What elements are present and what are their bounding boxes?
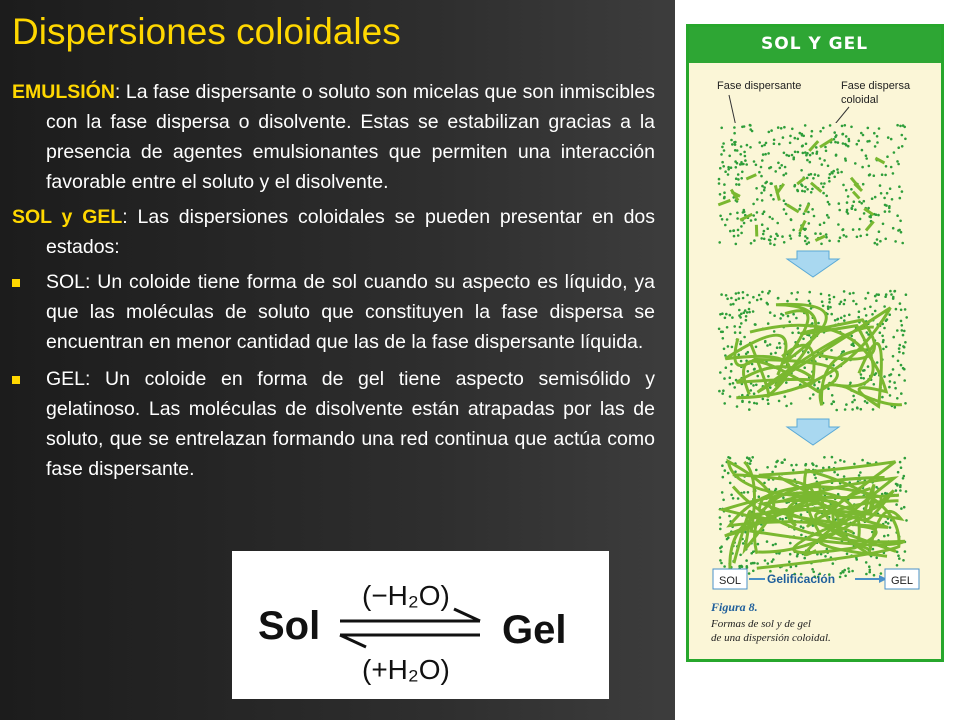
gelification-flow bbox=[713, 569, 919, 589]
sol-gel-paragraph bbox=[12, 202, 655, 262]
intermediate-panel bbox=[717, 289, 909, 413]
caption-title: Figura 8. bbox=[711, 600, 758, 614]
label-coloidal: coloidal bbox=[841, 94, 879, 106]
flow-sol-label: SOL bbox=[719, 575, 742, 587]
emulsion-paragraph bbox=[12, 77, 655, 197]
sol-gel-text: : Las dispersiones coloidales se pueden presentar en dos estados: bbox=[46, 206, 656, 258]
emulsion-term: EMULSIÓN bbox=[12, 81, 115, 103]
sol-gel-figure bbox=[686, 24, 944, 662]
sol-gel-equation bbox=[232, 551, 609, 699]
figure-illustration bbox=[689, 63, 941, 659]
figure-header bbox=[689, 27, 941, 63]
bullet-square-icon bbox=[12, 279, 20, 287]
label-fase-dispersa: Fase dispersa bbox=[841, 80, 911, 92]
bullet-sol bbox=[12, 267, 655, 357]
bullet-gel bbox=[12, 364, 655, 484]
caption-line-2: de una dispersión coloidal. bbox=[711, 632, 831, 644]
down-arrow-icon bbox=[787, 419, 839, 445]
reverse-arrow-icon bbox=[340, 635, 480, 647]
sol-panel bbox=[717, 123, 909, 247]
caption-line-1: Formas de sol y de gel bbox=[711, 618, 811, 630]
flow-gel-label: GEL bbox=[891, 575, 914, 587]
sol-gel-term: SOL y GEL bbox=[12, 206, 123, 228]
bullet-square-icon bbox=[12, 376, 20, 384]
equation-top-label: (−H₂O) bbox=[362, 580, 450, 611]
equation-diagram bbox=[232, 551, 609, 699]
emulsion-text: : La fase dispersante o soluto son micelas que son inmiscibles con la fase dispersa o disolvente. Estas se estabilizan gracias a la presencia de agentes emulsionantes que permiten una interacción favorable entre el soluto y el disolvente. bbox=[46, 81, 655, 193]
down-arrow-icon bbox=[787, 251, 839, 277]
slide-title: Dispersiones coloidales bbox=[12, 11, 401, 52]
equation-right-label: Gel bbox=[502, 608, 567, 652]
flow-gelificacion-label: Gelificación bbox=[767, 572, 836, 586]
equation-bottom-label: (+H₂O) bbox=[362, 654, 450, 685]
slide-body bbox=[12, 77, 655, 491]
figure-header-title: SOL Y GEL bbox=[761, 34, 869, 54]
equation-left-label: Sol bbox=[258, 604, 321, 648]
label-fase-dispersante: Fase dispersante bbox=[717, 80, 802, 92]
bullet-gel-text: GEL: Un coloide en forma de gel tiene aspecto semisólido y gelatinoso. Las moléculas de disolvente están atrapadas por las de soluto, que se entrelazan formando una red continua que actúa como fase dispersante. bbox=[46, 368, 655, 480]
gel-panel bbox=[717, 455, 909, 579]
bullet-sol-text: SOL: Un coloide tiene forma de sol cuando su aspecto es líquido, ya que las moléculas de soluto que constituyen la fase dispersa se encuentran en menor cantidad que las de la fase dispersante líquida. bbox=[46, 271, 655, 353]
